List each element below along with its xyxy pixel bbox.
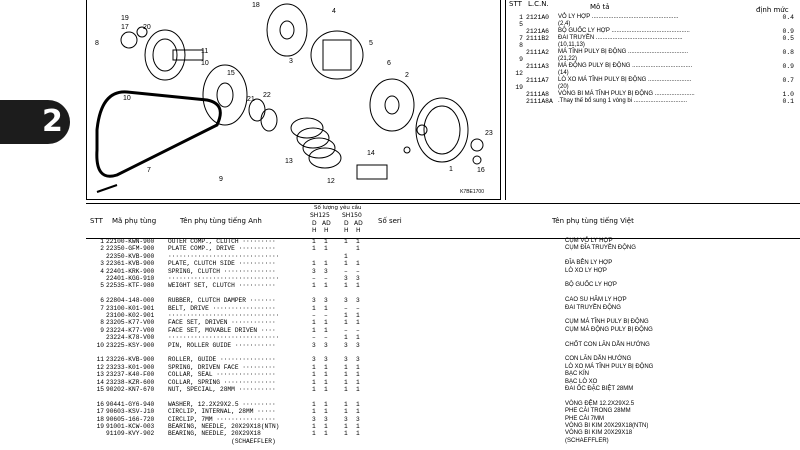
table-row [86, 401, 800, 408]
labour-qty: 0.5 [782, 35, 794, 42]
part-stt: 11 [96, 356, 104, 364]
callout-14: 14 [367, 150, 375, 157]
header-sub-2: AD [322, 220, 331, 227]
part-qty: 3 [324, 267, 328, 275]
table-row [86, 438, 800, 445]
part-name-vn: VÒNG BI KIM 20X29X18(NTN) [565, 423, 649, 429]
part-name-en: ······························ [168, 312, 280, 319]
part-qty: 1 [312, 378, 316, 386]
part-qty: 1 [344, 386, 348, 393]
part-name-vn: CỤM MÁ ĐỘNG PULY BỊ ĐỘNG [565, 326, 653, 333]
labour-code: 2111A2 [526, 49, 550, 56]
callout-12: 12 [327, 178, 335, 185]
part-qty: 1 [324, 400, 328, 408]
part-stt: 13 [96, 371, 104, 379]
header-qty-title: Số lượng yêu cầu [314, 205, 362, 211]
part-name-vn: BỘ GUỐC LY HỢP [565, 282, 617, 289]
part-qty: 1 [324, 238, 328, 245]
header-sub2-4: H [356, 227, 361, 234]
part-qty: 1 [356, 238, 360, 245]
callout-7: 7 [147, 167, 151, 174]
part-stt: 19 [96, 423, 104, 430]
part-name-vn: CAO SU HÃM LY HỢP [565, 297, 627, 304]
part-name-en: PLATE, CLUTCH SIDE ·········· [168, 260, 276, 268]
callout-1: 1 [449, 166, 453, 173]
part-qty: 1 [356, 371, 360, 379]
table-row [86, 268, 800, 275]
part-qty: 1 [324, 319, 328, 327]
part-qty: 1 [312, 386, 316, 393]
callout-17: 17 [121, 24, 129, 31]
table-row [86, 334, 800, 341]
labour-code: 2111B2 [526, 35, 550, 42]
part-qty: 3 [312, 297, 316, 305]
table-row [86, 430, 800, 437]
section-number: 2 [42, 104, 63, 139]
part-stt: 10 [96, 341, 104, 349]
table-row [86, 260, 800, 267]
part-name-en: ROLLER, GUIDE ··············· [168, 356, 276, 364]
part-name-en: BEARING, NEEDLE, 20X29X18(NTN) [168, 423, 280, 430]
part-qty: 1 [344, 252, 348, 260]
labour-desc: VÒNG BI MÁ TĨNH PULY BỊ ĐỘNG ........................ [558, 91, 695, 97]
table-row [86, 379, 800, 386]
part-number: 90603-KSV-J10 [106, 408, 155, 416]
part-qty: 1 [344, 260, 348, 268]
parts-header [86, 203, 800, 239]
part-stt: 17 [96, 408, 104, 416]
ref-header-mota: Mô tả [590, 3, 610, 11]
part-qty: 3 [344, 275, 348, 282]
table-row [86, 253, 800, 260]
labour-code: 2111A8A [526, 98, 553, 105]
table-row [86, 386, 800, 393]
part-name-en: SPRING, CLUTCH ·············· [168, 267, 276, 275]
part-qty: 3 [344, 341, 348, 349]
table-row [86, 245, 800, 252]
labour-qty: 0.9 [782, 28, 794, 35]
part-name-en: ······························ [168, 252, 280, 260]
labour-desc: (10,11,13) [558, 42, 585, 48]
part-name-vn: CON LĂN DẪN HƯỚNG [565, 356, 632, 363]
part-qty: 1 [344, 334, 348, 342]
part-name-vn: VÒNG ĐỆM 12.2X29X2.5 [565, 400, 635, 407]
part-qty: 1 [324, 260, 328, 268]
part-name-en: CIRCLIP, 7MM ················ [168, 415, 276, 423]
part-stt: 4 [100, 267, 104, 275]
header-sub2-1: H [312, 227, 317, 234]
labour-desc: VỎ LY HỢP .................................................... [558, 14, 679, 20]
part-number: 22535-KTF-980 [106, 282, 155, 290]
part-qty: 3 [356, 297, 360, 305]
header-sub-3: D [344, 220, 349, 227]
part-name-en: RUBBER, CLUTCH DAMPER ······· [168, 297, 276, 305]
part-qty: 1 [356, 312, 360, 319]
table-row [86, 423, 800, 430]
part-number: 91109-KVY-902 [106, 430, 155, 438]
part-stt: 12 [96, 363, 104, 371]
header-name-en: Tên phụ tùng tiếng Anh [180, 217, 262, 225]
labour-code: 2111A7 [526, 77, 550, 84]
labour-qty: 0.8 [782, 49, 794, 56]
part-number: 23205-K77-V00 [106, 319, 155, 327]
part-qty: – [356, 326, 360, 334]
table-row [86, 282, 800, 289]
labour-stt: 19 [515, 84, 523, 91]
labour-code: 2121A6 [526, 28, 550, 35]
callout-18: 18 [252, 2, 260, 9]
part-stt: 7 [100, 304, 104, 312]
callout-15: 15 [227, 70, 235, 77]
ref-header-lcn: L.C.N. [528, 0, 549, 8]
header-name-vn: Tên phụ tùng tiếng Việt [552, 217, 634, 225]
part-qty: 1 [324, 363, 328, 371]
callout-19: 19 [121, 15, 129, 22]
part-name-en: ······························ [168, 275, 280, 282]
part-qty: 1 [344, 400, 348, 408]
part-qty: 3 [344, 356, 348, 364]
part-stt: 2 [100, 245, 104, 253]
labour-stt: 9 [519, 56, 523, 63]
part-qty: – [312, 334, 316, 342]
part-qty: 1 [356, 363, 360, 371]
part-qty: 1 [344, 371, 348, 379]
part-qty: 1 [356, 319, 360, 327]
part-name-vn: LÒ XO LY HỢP [565, 267, 607, 274]
part-qty: 3 [356, 356, 360, 364]
part-qty: 1 [324, 326, 328, 334]
part-stt: 9 [100, 326, 104, 334]
part-qty: 1 [344, 423, 348, 430]
part-name-vn: ĐAI TRUYỀN ĐỘNG [565, 304, 621, 311]
part-qty: 1 [312, 319, 316, 327]
part-qty: 1 [324, 378, 328, 386]
table-row [86, 305, 800, 312]
part-number: 23100-K02-901 [106, 312, 155, 319]
part-name-vn: PHE CÀI 7MM [565, 415, 605, 422]
part-qty: 1 [356, 334, 360, 342]
table-row [86, 342, 800, 349]
part-name-en: BEARING, NEEDLE, 20X29X18 [168, 430, 261, 438]
part-number: 23225-KSY-900 [106, 341, 155, 349]
labour-stt: 8 [519, 42, 523, 49]
callout-8: 8 [95, 40, 99, 47]
table-row [86, 312, 800, 319]
part-stt: 18 [96, 415, 104, 423]
part-qty: 1 [356, 400, 360, 408]
part-qty: – [312, 275, 316, 282]
part-qty: 1 [324, 423, 328, 430]
callout-16: 16 [477, 167, 485, 174]
part-number: 90441-GY6-940 [106, 400, 155, 408]
part-name-vn: LÒ XO MÁ TĨNH PULY BỊ ĐỘNG [565, 363, 654, 370]
labour-stt: 12 [515, 70, 523, 77]
labour-qty: 1.0 [782, 91, 794, 98]
part-qty: 1 [356, 423, 360, 430]
table-row [86, 364, 800, 371]
labour-desc: (21,22) [558, 56, 578, 62]
table-row [86, 275, 800, 282]
table-row [86, 297, 800, 304]
part-qty: 1 [356, 245, 360, 253]
part-qty: 1 [356, 408, 360, 416]
labour-desc: .Thay thế bổ sung 1 vòng bi ................................ [558, 98, 688, 104]
table-row [86, 349, 800, 356]
part-qty: 1 [324, 371, 328, 379]
part-qty: 1 [312, 430, 316, 438]
part-name-en: SPRING, DRIVEN FACE ········· [168, 363, 276, 371]
part-number: 23226-KVB-900 [106, 356, 155, 364]
labour-code: 2111A3 [526, 63, 550, 70]
part-number: 22401-KGG-910 [106, 275, 155, 282]
table-row [86, 416, 800, 423]
labour-desc: MÁ ĐỘNG PULY BỊ ĐỘNG .................................... [558, 63, 693, 69]
part-name-en: CIRCLIP, INTERNAL, 28MM ····· [168, 408, 276, 416]
part-qty: – [312, 312, 316, 319]
callout-2: 2 [405, 72, 409, 79]
part-qty: 1 [356, 282, 360, 290]
part-name-vn: CHỐT CON LĂN DẪN HƯỚNG [565, 341, 650, 348]
labour-stt: 1 [519, 14, 523, 21]
part-qty: – [344, 267, 348, 275]
callout-20: 20 [143, 24, 151, 31]
part-name-en: WEIGHT SET, CLUTCH ·········· [168, 282, 276, 290]
part-number: 23224-K77-V00 [106, 326, 155, 334]
part-qty: 3 [312, 356, 316, 364]
part-number: 22361-KVB-900 [106, 260, 155, 268]
labour-qty: 0.7 [782, 77, 794, 84]
table-row [86, 356, 800, 363]
part-qty: 3 [344, 415, 348, 423]
labour-desc: ĐAI TRUYỀN .................................................... [558, 35, 683, 41]
part-name-vn: CỤM VỎ LY HỢP [565, 238, 613, 244]
callout-9: 9 [219, 176, 223, 183]
callout-5: 5 [369, 40, 373, 47]
callout-6: 6 [387, 60, 391, 67]
labour-code: 2121A0 [526, 14, 550, 21]
part-qty: 1 [344, 430, 348, 438]
part-qty: 1 [312, 408, 316, 416]
part-stt: 6 [100, 297, 104, 305]
part-number: 22804-148-000 [106, 297, 155, 305]
part-qty: 1 [324, 408, 328, 416]
part-qty: 1 [356, 430, 360, 438]
part-name-en: BELT, DRIVE ················· [168, 304, 276, 312]
callout-13: 13 [285, 158, 293, 165]
labour-qty: 0.1 [782, 98, 794, 105]
part-name-vn: BẠC LÒ XO [565, 378, 598, 385]
table-row [86, 238, 800, 245]
callout-22: 22 [263, 92, 271, 99]
part-qty: 1 [344, 408, 348, 416]
part-qty: 3 [356, 275, 360, 282]
part-number: 23233-K01-900 [106, 363, 155, 371]
table-row [86, 290, 800, 297]
part-qty: 1 [324, 386, 328, 393]
part-name-en: PLATE COMP., DRIVE ·········· [168, 245, 276, 253]
header-serial: Số seri [378, 217, 402, 225]
part-name-vn: CỤM ĐĨA TRUYỀN ĐỘNG [565, 245, 636, 252]
part-number: 23100-K01-901 [106, 304, 155, 312]
callout-3: 3 [289, 58, 293, 65]
part-number: 22350-GFM-900 [106, 245, 155, 253]
part-stt: 3 [100, 260, 104, 268]
part-qty: 1 [312, 304, 316, 312]
part-name-en: OUTER COMP., CLUTCH ········· [168, 238, 276, 245]
part-qty: 1 [312, 238, 316, 245]
header-part-no: Mã phụ tùng [112, 217, 157, 225]
part-qty: 3 [312, 341, 316, 349]
exploded-diagram [86, 0, 501, 200]
part-qty: – [356, 304, 360, 312]
part-number: 23224-K78-V00 [106, 334, 155, 342]
part-name-en: WASHER, 12.2X29X2.5 ········· [168, 400, 276, 408]
header-sub-4: AD [354, 220, 363, 227]
part-number: 22401-KRK-900 [106, 267, 155, 275]
labour-table [505, 0, 800, 200]
callout-10b: 10 [123, 95, 131, 102]
part-qty: 1 [312, 371, 316, 379]
part-name-vn: ĐAI ỐC ĐẶC BIỆT 28MM [565, 386, 634, 392]
part-qty: – [324, 275, 328, 282]
part-qty: – [344, 304, 348, 312]
part-qty: – [324, 334, 328, 342]
part-qty: 3 [324, 297, 328, 305]
part-qty: 3 [312, 415, 316, 423]
part-qty: 1 [324, 430, 328, 438]
part-number: 22100-KWN-900 [106, 238, 155, 245]
labour-qty: 0.4 [782, 14, 794, 21]
part-qty: – [356, 267, 360, 275]
labour-desc: (14) [558, 70, 569, 76]
part-stt: 1 [100, 238, 104, 245]
part-stt: 5 [100, 282, 104, 290]
part-stt: 8 [100, 319, 104, 327]
part-qty: 3 [356, 341, 360, 349]
header-sub2-2: H [324, 227, 329, 234]
part-qty: 1 [324, 245, 328, 253]
part-qty: – [344, 326, 348, 334]
part-qty: 1 [312, 423, 316, 430]
header-model1: SH125 [310, 212, 330, 219]
callout-11: 11 [201, 48, 209, 55]
labour-desc: LÒ XO MÁ TĨNH PULY BỊ ĐỘNG .......................... [558, 77, 692, 83]
part-number: 23238-KZR-600 [106, 378, 155, 386]
part-name-en: FACE SET, DRIVEN ············ [168, 319, 276, 327]
part-qty: 3 [312, 267, 316, 275]
labour-desc: (2,4) [558, 21, 571, 27]
part-number: 22350-KVB-900 [106, 252, 155, 260]
part-name-vn: PHE CÀI TRONG 28MM [565, 408, 631, 415]
diagram-code: K7BE1700 [460, 189, 484, 195]
labour-code: 2111A8 [526, 91, 550, 98]
part-name-vn: VÒNG BI KIM 20X29X18 [565, 430, 633, 437]
part-qty: – [324, 312, 328, 319]
part-name-en: COLLAR, SPRING ·············· [168, 378, 276, 386]
part-qty: 1 [344, 238, 348, 245]
part-qty: 1 [312, 260, 316, 268]
part-qty: 1 [312, 363, 316, 371]
part-stt: 14 [96, 378, 104, 386]
part-qty: 1 [312, 282, 316, 290]
table-row [86, 408, 800, 415]
part-name-vn: ĐĨA BÊN LY HỢP [565, 260, 613, 267]
part-qty: 3 [324, 415, 328, 423]
part-qty: 1 [344, 312, 348, 319]
callout-23: 23 [485, 130, 493, 137]
header-model2: SH150 [342, 212, 362, 219]
part-number: 90605-166-720 [106, 415, 155, 423]
part-qty: 1 [356, 378, 360, 386]
part-name-en: NUT, SPECIAL, 28MM ·········· [168, 386, 276, 393]
part-stt: 15 [96, 386, 104, 393]
labour-stt: 5 [519, 21, 523, 28]
labour-desc: MÁ TĨNH PULY BỊ ĐỘNG .................................... [558, 49, 689, 55]
table-row [86, 319, 800, 326]
part-qty: 3 [324, 356, 328, 364]
part-name-vn: BẠC KÍN [565, 371, 590, 378]
part-name-en: FACE SET, MOVABLE DRIVEN ···· [168, 326, 276, 334]
part-name-en: (SCHAEFFLER) [168, 437, 276, 445]
labour-stt: 7 [519, 35, 523, 42]
table-row [86, 327, 800, 334]
part-qty: 1 [344, 282, 348, 290]
part-qty: 1 [356, 386, 360, 393]
part-qty: 1 [312, 400, 316, 408]
part-qty: 1 [344, 378, 348, 386]
part-number: 91001-KCW-003 [106, 423, 155, 430]
part-number: 23237-K40-F00 [106, 371, 155, 379]
part-qty: 1 [344, 319, 348, 327]
part-qty: 1 [312, 245, 316, 253]
labour-desc: (20) [558, 84, 569, 90]
part-qty: 3 [344, 297, 348, 305]
table-row [86, 393, 800, 400]
ref-header-dinhmuc: định mức [756, 6, 789, 14]
part-qty: 3 [356, 415, 360, 423]
part-name-vn: (SCHAEFFLER) [565, 437, 609, 444]
header-sub-1: D [312, 220, 317, 227]
part-stt: 16 [96, 400, 104, 408]
callout-4: 4 [332, 8, 336, 15]
table-row [86, 371, 800, 378]
part-qty: 1 [312, 326, 316, 334]
part-qty: 1 [324, 282, 328, 290]
section-tab [0, 100, 70, 144]
callout-10a: 10 [201, 60, 209, 67]
part-qty: 3 [324, 341, 328, 349]
header-sub2-3: H [344, 227, 349, 234]
header-stt: STT [90, 217, 103, 225]
part-name-vn: CỤM MÁ TĨNH PULY BỊ ĐỘNG [565, 319, 649, 326]
part-name-en: COLLAR, SEAL ················ [168, 371, 276, 379]
part-name-en: ······························ [168, 334, 280, 342]
ref-header-stt: STT [509, 0, 522, 8]
labour-desc: BỘ GUỐC LY HỢP ............................................... [558, 28, 690, 34]
part-qty: 1 [356, 260, 360, 268]
part-qty: 1 [324, 304, 328, 312]
part-number: 90202-KN7-670 [106, 386, 155, 393]
part-name-en: PIN, ROLLER GUIDE ··········· [168, 341, 276, 349]
callout-21: 21 [247, 96, 255, 103]
part-qty: 1 [344, 363, 348, 371]
labour-qty: 0.9 [782, 63, 794, 70]
